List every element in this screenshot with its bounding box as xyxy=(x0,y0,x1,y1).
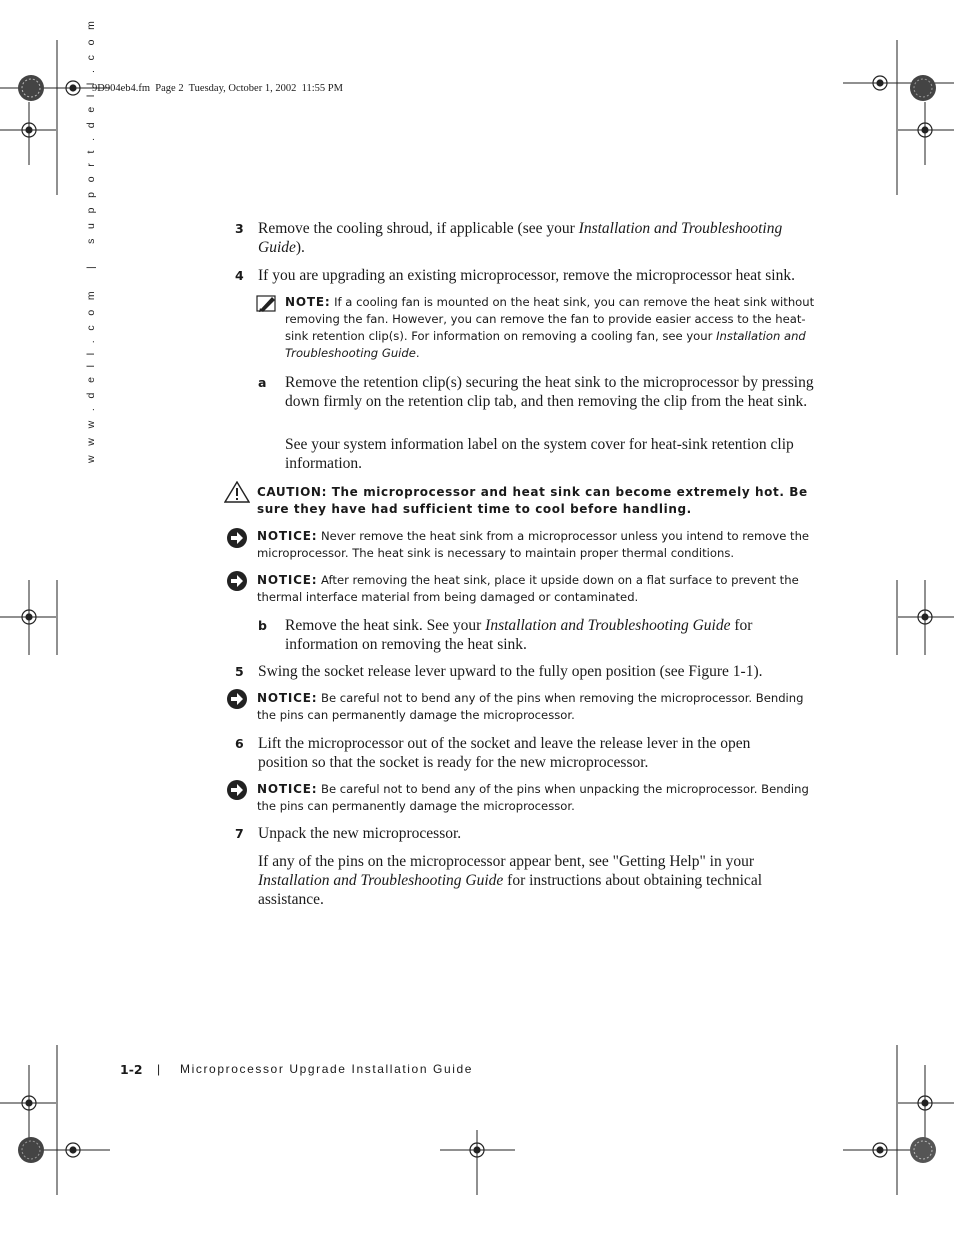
step-number: 3 xyxy=(235,221,244,236)
step-6-text: Lift the microprocessor out of the socket and leave the release lever in the open position so that the socket is ready for the new microprocessor. xyxy=(258,735,751,771)
notice-label: NOTICE: xyxy=(257,573,318,587)
notice-label: NOTICE: xyxy=(257,782,318,796)
notice-4: NOTICE: Be careful not to bend any of the pins when unpacking the microprocessor. Bending the pins can permanently damage the microprocessor. xyxy=(257,782,809,813)
step-4-text: If you are upgrading an existing microprocessor, remove the microprocessor heat sink. xyxy=(258,267,795,284)
step-number: 5 xyxy=(235,664,244,679)
footer-separator: | xyxy=(157,1062,161,1076)
step-number: 6 xyxy=(235,736,244,751)
substep-letter: a xyxy=(258,375,267,390)
notice-arrow-icon xyxy=(226,570,248,592)
step-3-text: Remove the cooling shroud, if applicable (see your Installation and Troubleshooting Guide). xyxy=(258,220,783,256)
step-number: 7 xyxy=(235,826,244,841)
notice-1: NOTICE: Never remove the heat sink from a microprocessor unless you intend to remove the microprocessor. The heat sink is necessary to maintain proper thermal conditions. xyxy=(257,529,810,560)
warning-triangle-icon xyxy=(224,481,250,503)
substep-a-extra: See your system information label on the system cover for heat-sink retention clip information. xyxy=(285,436,794,472)
notice-arrow-icon xyxy=(226,779,248,801)
final-paragraph: If any of the pins on the microprocessor appear bent, see "Getting Help" in your Installation and Troubleshooting Guide for instructions about obtaining technical assistance. xyxy=(258,853,762,908)
step-number: 4 xyxy=(235,268,244,283)
footer-title: Microprocessor Upgrade Installation Guide xyxy=(180,1062,474,1076)
step-7-text: Unpack the new microprocessor. xyxy=(258,825,462,842)
notice-arrow-icon xyxy=(226,527,248,549)
substep-b-text: Remove the heat sink. See your Installation and Troubleshooting Guide for information on removing the heat sink. xyxy=(285,617,753,653)
pencil-note-icon xyxy=(256,295,278,313)
notice-label: NOTICE: xyxy=(257,691,318,705)
caution-label: CAUTION: xyxy=(257,485,327,499)
note-label: NOTE: xyxy=(285,295,331,309)
side-url: w w w . d e l l . c o m | s u p p o r t . d e l l . c o m xyxy=(85,17,97,463)
substep-letter: b xyxy=(258,618,267,633)
file-info: 9D904eb4.fm Page 2 Tuesday, October 1, 2002 11:55 PM xyxy=(92,83,343,94)
page-number: 1-2 xyxy=(120,1062,143,1077)
notice-label: NOTICE: xyxy=(257,529,318,543)
notice-2: NOTICE: After removing the heat sink, place it upside down on a flat surface to prevent the thermal interface material from being damaged or contaminated. xyxy=(257,573,799,604)
substep-a-text: Remove the retention clip(s) securing the heat sink to the microprocessor by pressing down firmly on the retention clip tab, and then removing the clip from the heat sink. xyxy=(285,374,814,410)
notice-3: NOTICE: Be careful not to bend any of the pins when removing the microprocessor. Bending the pins can permanently damage the microprocessor. xyxy=(257,691,804,722)
caution-block: CAUTION: The microprocessor and heat sink can become extremely hot. Be sure they have had sufficient time to cool before handling. xyxy=(257,485,808,516)
note-block: NOTE: If a cooling fan is mounted on the heat sink, you can remove the heat sink without removing the fan. However, you can remove the fan to provide easier access to the heat-sink retention clip(s). For information on removing a cooling fan, see your Installation and Troubleshooting Guide. xyxy=(285,295,815,360)
notice-arrow-icon xyxy=(226,688,248,710)
step-5-text: Swing the socket release lever upward to the fully open position (see Figure 1-1). xyxy=(258,663,763,680)
